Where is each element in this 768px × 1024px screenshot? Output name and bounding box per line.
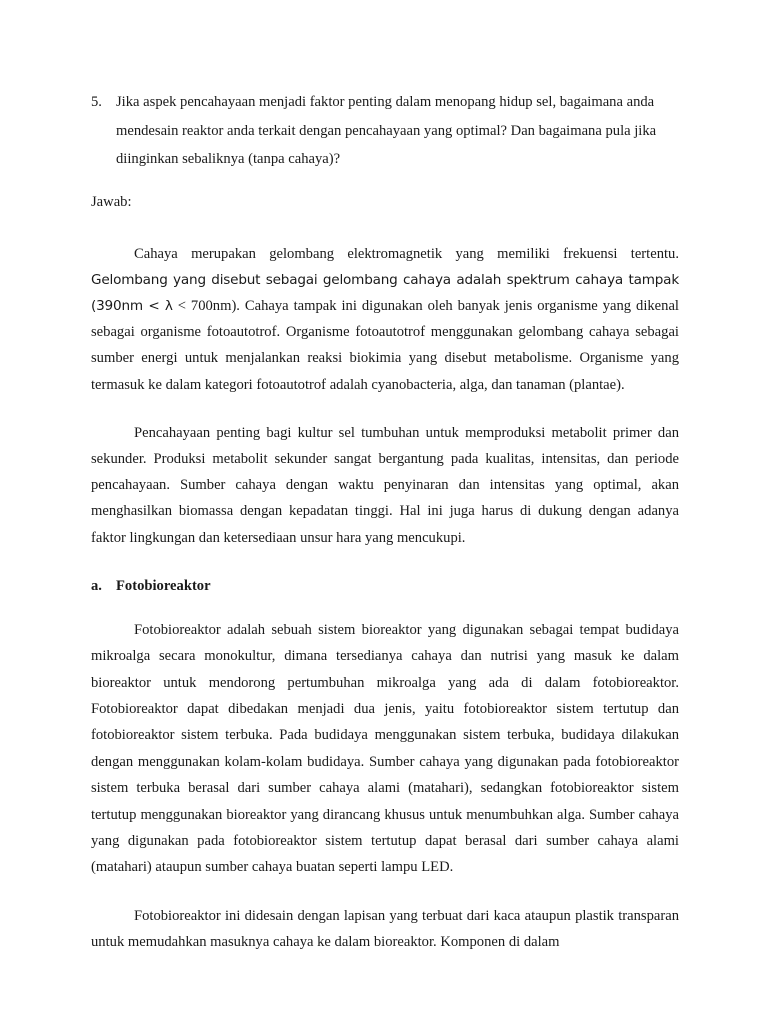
section-letter: a. [91, 577, 102, 594]
paragraph-lighting-importance: Pencahayaan penting bagi kultur sel tumbuhan untuk memproduksi metabolit primer dan sekunder. Produksi metabolit sekunder sangat bergantung pada kualitas, intensitas, dan periode pencahayaan. Sumber cahaya dengan waktu penyinaran dan intensitas yang optimal, akan menghasilkan biomassa dengan kepadatan tinggi. Hal ini juga harus di dukung dengan adanya faktor lingkungan dan ketersediaan unsur hara yang mencukupi. [91, 424, 679, 546]
paragraph-fotobioreaktor-definition: Fotobioreaktor adalah sebuah sistem bioreaktor yang digunakan sebagai tempat budidaya mikroalga secara monokultur, dimana tersedianya cahaya dan nutrisi yang masuk ke dalam bioreaktor untuk mendorong pertumbuhan mikroalga yang ada di dalam fotobioreaktor. Fotobioreaktor dapat dibedakan menjadi dua jenis, yaitu fotobioreaktor sistem tertutup dan fotobioreaktor sistem terbuka. Pada budidaya menggunakan sistem terbuka, budidaya dilakukan dengan menggunakan kolam-kolam budidaya. Sumber cahaya yang digunakan pada fotobioreaktor sistem terbuka berasal dari sumber cahaya alami (matahari), sedangkan fotobioreaktor sistem tertutup menggunakan bioreaktor yang dirancang khusus untuk menumbuhkan alga. Sumber cahaya yang digunakan pada fotobioreaktor sistem tertutup dapat berasal dari sumber cahaya alami (matahari) ataupun sumber cahaya buatan seperti lampu LED. [91, 621, 679, 876]
section-heading-fotobioreaktor [91, 573, 679, 599]
paragraph-1-part-b: Gelombang yang disebut sebagai gelombang cahaya adalah spektrum cahaya tampak (390nm < λ [91, 271, 679, 314]
paragraph-1-part-a: Cahaya merupakan gelombang elektromagnetik yang memiliki frekuensi tertentu. [134, 245, 679, 262]
question-text: Jika aspek pencahayaan menjadi faktor penting dalam menopang hidup sel, bagaimana anda mendesain reaktor anda terkait dengan pencahayaan yang optimal? Dan bagaimana pula jika diinginkan sebaliknya (tanpa cahaya)? [116, 94, 657, 167]
document-page [91, 88, 679, 955]
paragraph-1-part-c: < 700nm). Cahaya tampak ini digunakan oleh banyak jenis organisme yang dikenal sebagai organisme fotoautotrof. Organisme fotoautotrof menggunakan gelombang cahaya sebagai sumber energi untuk menjalankan reaksi biokimia yang disebut metabolisme. Organisme yang termasuk ke dalam kategori fotoautotrof adalah cyanobacteria, alga, dan tanaman (plantae). [91, 297, 679, 393]
section-title: Fotobioreaktor [116, 577, 211, 594]
question-item [91, 88, 679, 174]
paragraph-fotobioreaktor-design: Fotobioreaktor ini didesain dengan lapisan yang terbuat dari kaca ataupun plastik transparan untuk memudahkan masuknya cahaya ke dalam bioreaktor. Komponen di dalam [91, 907, 679, 950]
question-number: 5. [91, 94, 102, 110]
answer-label: Jawab: [91, 193, 132, 210]
paragraph-light-definition [91, 241, 679, 398]
